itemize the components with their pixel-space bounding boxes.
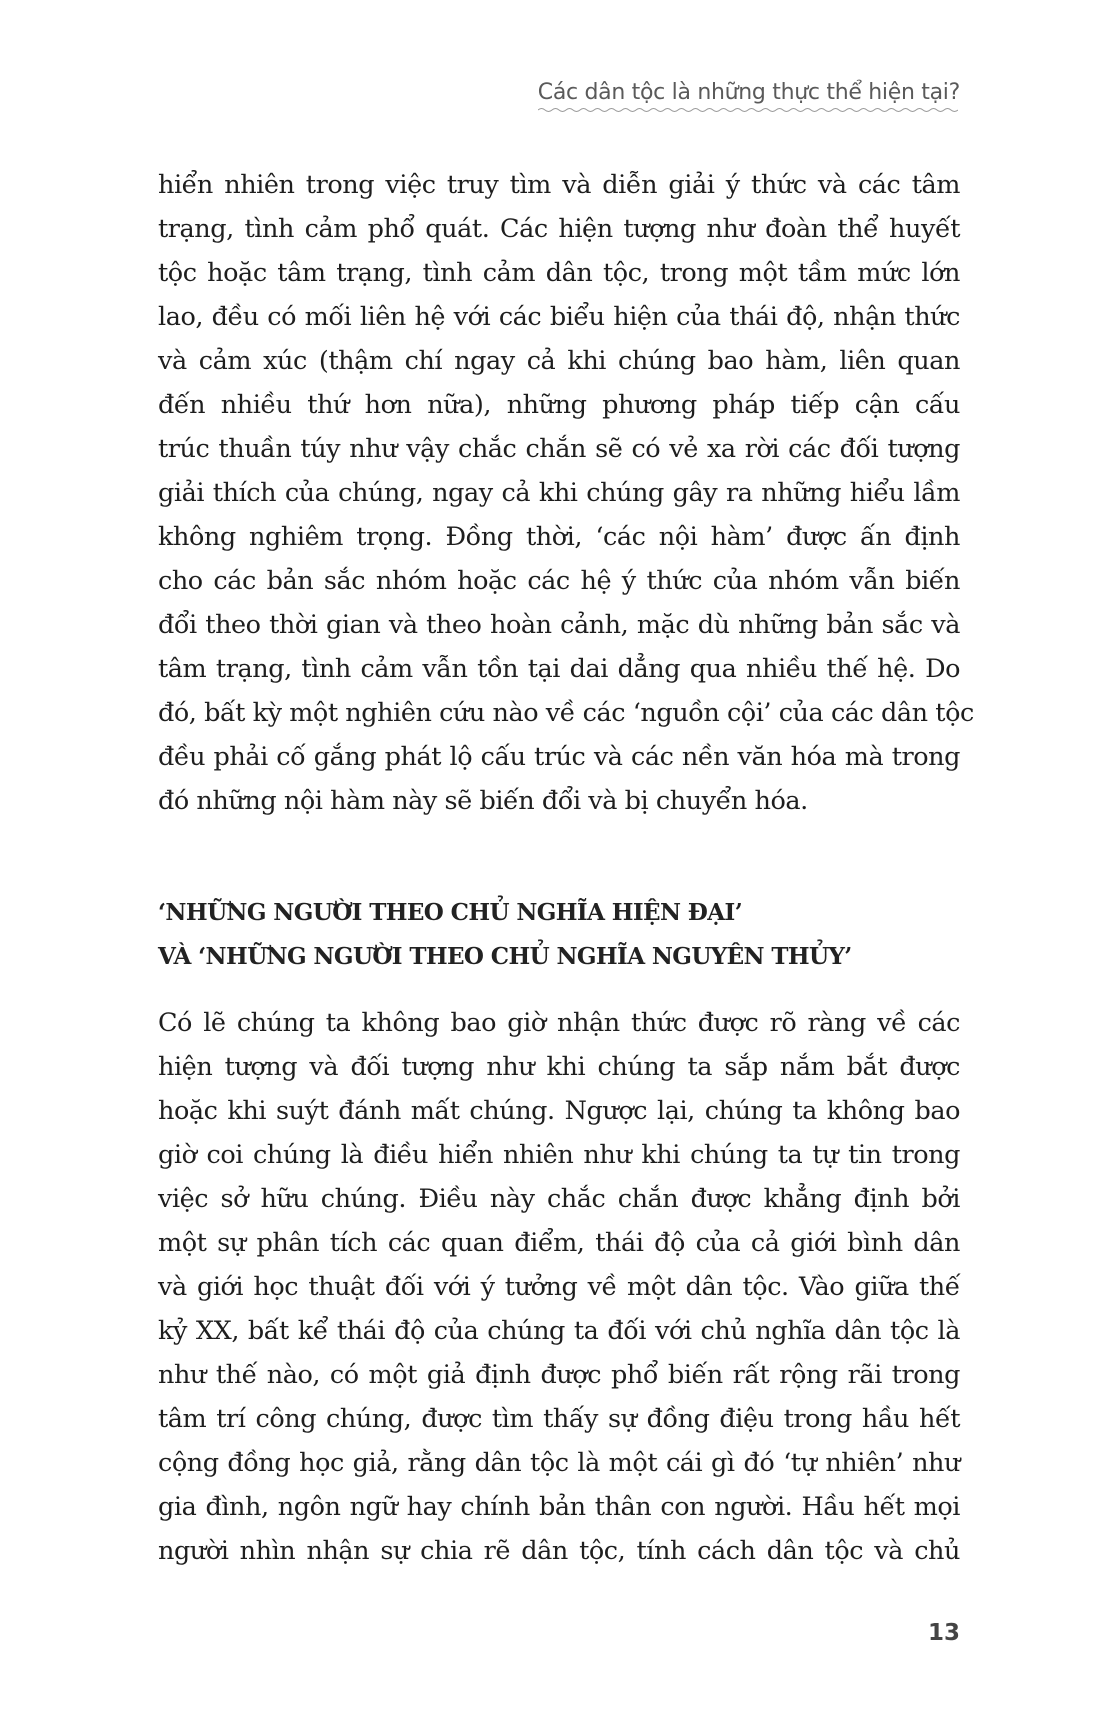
page-number: 13 (927, 1620, 960, 1646)
heading-line: VÀ ‘NHỮNG NGƯỜI THEO CHỦ NGHĨA NGUYÊN THỦY’ (158, 943, 852, 970)
paragraph-2 (158, 1001, 960, 1573)
text-line: hiện tượng và đối tượng như khi chúng ta sắp nắm bắt được (158, 1052, 960, 1082)
text-line: hoặc khi suýt đánh mất chúng. Ngược lại, chúng ta không bao (158, 1096, 960, 1126)
text-line: đó, bất kỳ một nghiên cứu nào về các ‘nguồn cội’ của các dân tộc (158, 698, 974, 728)
text-line: tâm trí công chúng, được tìm thấy sự đồng điệu trong hầu hết (158, 1404, 960, 1434)
text-line: tâm trạng, tình cảm vẫn tồn tại dai dẳng qua nhiều thế hệ. Do (158, 654, 960, 684)
text-line: giải thích của chúng, ngay cả khi chúng gây ra những hiểu lầm (158, 478, 960, 508)
text-line: như thế nào, có một giả định được phổ biến rất rộng rãi trong (158, 1360, 960, 1390)
heading-line: ‘NHỮNG NGƯỜI THEO CHỦ NGHĨA HIỆN ĐẠI’ (158, 899, 743, 926)
text-line: lao, đều có mối liên hệ với các biểu hiện của thái độ, nhận thức (158, 302, 960, 332)
text-line: gia đình, ngôn ngữ hay chính bản thân con người. Hầu hết mọi (158, 1492, 960, 1522)
running-head-title: Các dân tộc là những thực thể hiện tại? (537, 80, 960, 105)
text-line: kỷ XX, bất kể thái độ của chúng ta đối với chủ nghĩa dân tộc là (158, 1316, 960, 1346)
text-line: người nhìn nhận sự chia rẽ dân tộc, tính cách dân tộc và chủ (158, 1536, 960, 1566)
text-line: không nghiêm trọng. Đồng thời, ‘các nội hàm’ được ấn định (158, 522, 960, 552)
text-line: đó những nội hàm này sẽ biến đổi và bị chuyển hóa. (158, 786, 808, 816)
text-line: giờ coi chúng là điều hiển nhiên như khi chúng ta tự tin trong (158, 1140, 960, 1170)
text-line: và cảm xúc (thậm chí ngay cả khi chúng bao hàm, liên quan (158, 346, 960, 376)
text-line: và giới học thuật đối với ý tưởng về một dân tộc. Vào giữa thế (158, 1272, 960, 1302)
text-line: cho các bản sắc nhóm hoặc các hệ ý thức của nhóm vẫn biến (158, 566, 960, 596)
running-head (538, 80, 960, 105)
text-line: đến nhiều thứ hơn nữa), những phương pháp tiếp cận cấu (158, 390, 960, 420)
text-line: trạng, tình cảm phổ quát. Các hiện tượng như đoàn thể huyết (158, 214, 960, 244)
text-line: việc sở hữu chúng. Điều này chắc chắn được khẳng định bởi (158, 1184, 960, 1214)
text-line: cộng đồng học giả, rằng dân tộc là một cái gì đó ‘tự nhiên’ như (158, 1448, 960, 1478)
section-heading (158, 891, 960, 979)
text-line: đổi theo thời gian và theo hoàn cảnh, mặc dù những bản sắc và (158, 610, 960, 640)
wavy-underline-icon (538, 107, 958, 113)
text-line: một sự phân tích các quan điểm, thái độ của cả giới bình dân (158, 1228, 960, 1258)
text-line: hiển nhiên trong việc truy tìm và diễn giải ý thức và các tâm (158, 170, 960, 200)
text-line: Có lẽ chúng ta không bao giờ nhận thức được rõ ràng về các (158, 1008, 960, 1038)
text-line: đều phải cố gắng phát lộ cấu trúc và các nền văn hóa mà trong (158, 742, 960, 772)
text-line: trúc thuần túy như vậy chắc chắn sẽ có vẻ xa rời các đối tượng (158, 434, 960, 464)
paragraph-1 (158, 163, 974, 823)
text-line: tộc hoặc tâm trạng, tình cảm dân tộc, trong một tầm mức lớn (158, 258, 960, 288)
